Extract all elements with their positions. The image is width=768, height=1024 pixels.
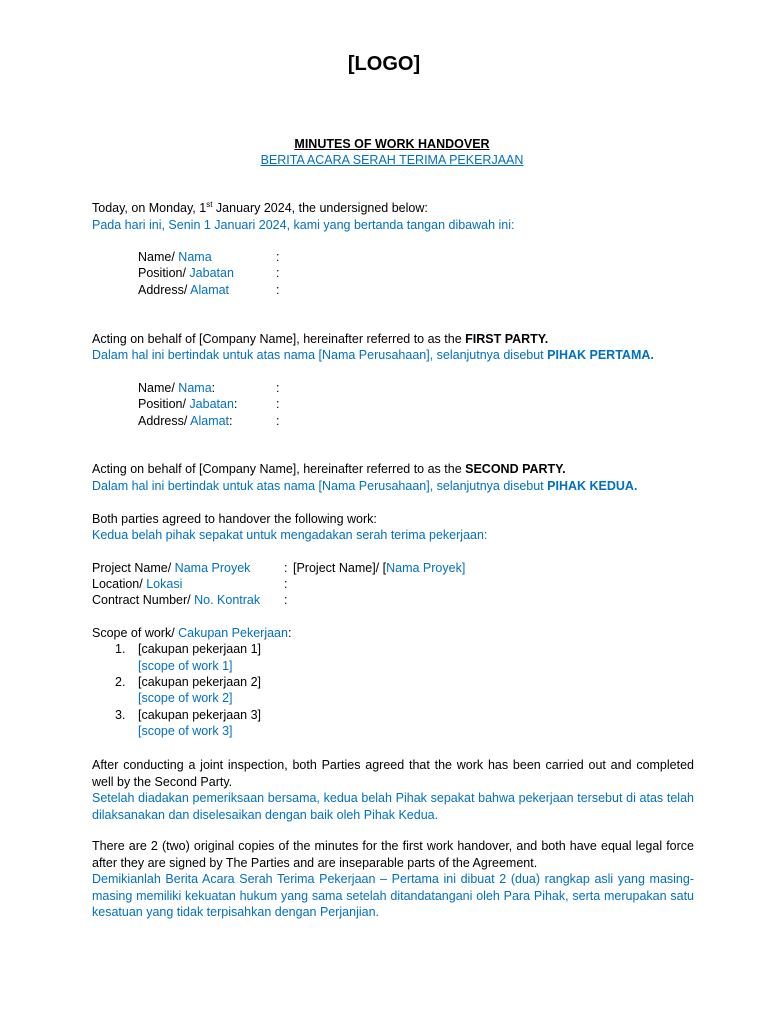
contract-number-colon: : [284, 593, 288, 607]
scope-item-en: [scope of work 3] [138, 724, 233, 738]
first-party-id: Dalam hal ini bertindak untuk atas nama [Nama Perusahaan], selanjutnya disebut PIHAK PERTAMA. [92, 348, 654, 362]
party2-position-label: Position/ Jabatan: [138, 397, 238, 411]
inspection-id: Setelah diadakan pemeriksaan bersama, kedua belah Pihak sepakat bahwa pekerjaan tersebut di atas telah dilaksanakan dan diselesaikan dengan baik oleh Pihak Kedua. [92, 791, 694, 822]
party2-address-colon: : [276, 414, 280, 428]
scope-item-id: [cakupan pekerjaan 3] [138, 708, 262, 722]
party2-name-colon: : [276, 381, 280, 395]
first-party-en: Acting on behalf of [Company Name], hereinafter referred to as the FIRST PARTY. [92, 332, 549, 346]
party2-position-colon: : [276, 397, 280, 411]
second-party-en: Acting on behalf of [Company Name], hereinafter referred to as the SECOND PARTY. [92, 462, 566, 476]
intro-id: Pada hari ini, Senin 1 Januari 2024, kami yang bertanda tangan dibawah ini: [92, 218, 515, 232]
project-name-label: Project Name/ Nama Proyek [92, 561, 251, 575]
logo-placeholder: [LOGO] [347, 53, 421, 75]
party1-position-label: Position/ Jabatan [138, 266, 234, 280]
location-label: Location/ Lokasi [92, 577, 183, 591]
scope-item-number: 1. [115, 642, 126, 656]
intro-en: Today, on Monday, 1st January 2024, the undersigned below: [92, 199, 428, 215]
project-name-value: [Project Name]/ [Nama Proyek] [293, 561, 466, 575]
document-title-en: MINUTES OF WORK HANDOVER [294, 137, 490, 151]
agreement-en: Both parties agreed to handover the following work: [92, 512, 377, 526]
party1-address-colon: : [276, 283, 280, 297]
project-name-colon: : [284, 561, 288, 575]
contract-number-label: Contract Number/ No. Kontrak [92, 593, 261, 607]
party2-name-label: Name/ Nama: [138, 381, 216, 395]
inspection-en: After conducting a joint inspection, both Parties agreed that the work has been carried out and completed well by the Second Party. [92, 758, 694, 789]
scope-item-en: [scope of work 1] [138, 659, 233, 673]
location-colon: : [284, 577, 288, 591]
scope-label: Scope of work/ Cakupan Pekerjaan: [92, 626, 292, 640]
scope-item-number: 2. [115, 675, 126, 689]
party1-position-colon: : [276, 266, 280, 280]
scope-item-id: [cakupan pekerjaan 2] [138, 675, 262, 689]
agreement-id: Kedua belah pihak sepakat untuk mengadakan serah terima pekerjaan: [92, 528, 488, 542]
party1-name-label: Name/ Nama [138, 250, 212, 264]
scope-item-id: [cakupan pekerjaan 1] [138, 642, 262, 656]
second-party-id: Dalam hal ini bertindak untuk atas nama [Nama Perusahaan], selanjutnya disebut PIHAK KEDUA. [92, 479, 638, 493]
party1-address-label: Address/ Alamat [138, 283, 230, 297]
scope-item-number: 3. [115, 708, 126, 722]
copies-id: Demikianlah Berita Acara Serah Terima Pekerjaan – Pertama ini dibuat 2 (dua) rangkap asli yang masing-masing memiliki kekuatan hukum yang sama setelah ditandatangani oleh Para Pihak, serta merupakan satu kesatuan yang tidak terpisahkan dengan Perjanjian. [92, 872, 694, 919]
document-title-id: BERITA ACARA SERAH TERIMA PEKERJAAN [260, 153, 524, 167]
scope-item-en: [scope of work 2] [138, 691, 233, 705]
party1-name-colon: : [276, 250, 280, 264]
copies-en: There are 2 (two) original copies of the minutes for the first work handover, and both have equal legal force after they are signed by The Parties and are inseparable parts of the Agreement. [92, 839, 694, 870]
party2-address-label: Address/ Alamat: [138, 414, 233, 428]
